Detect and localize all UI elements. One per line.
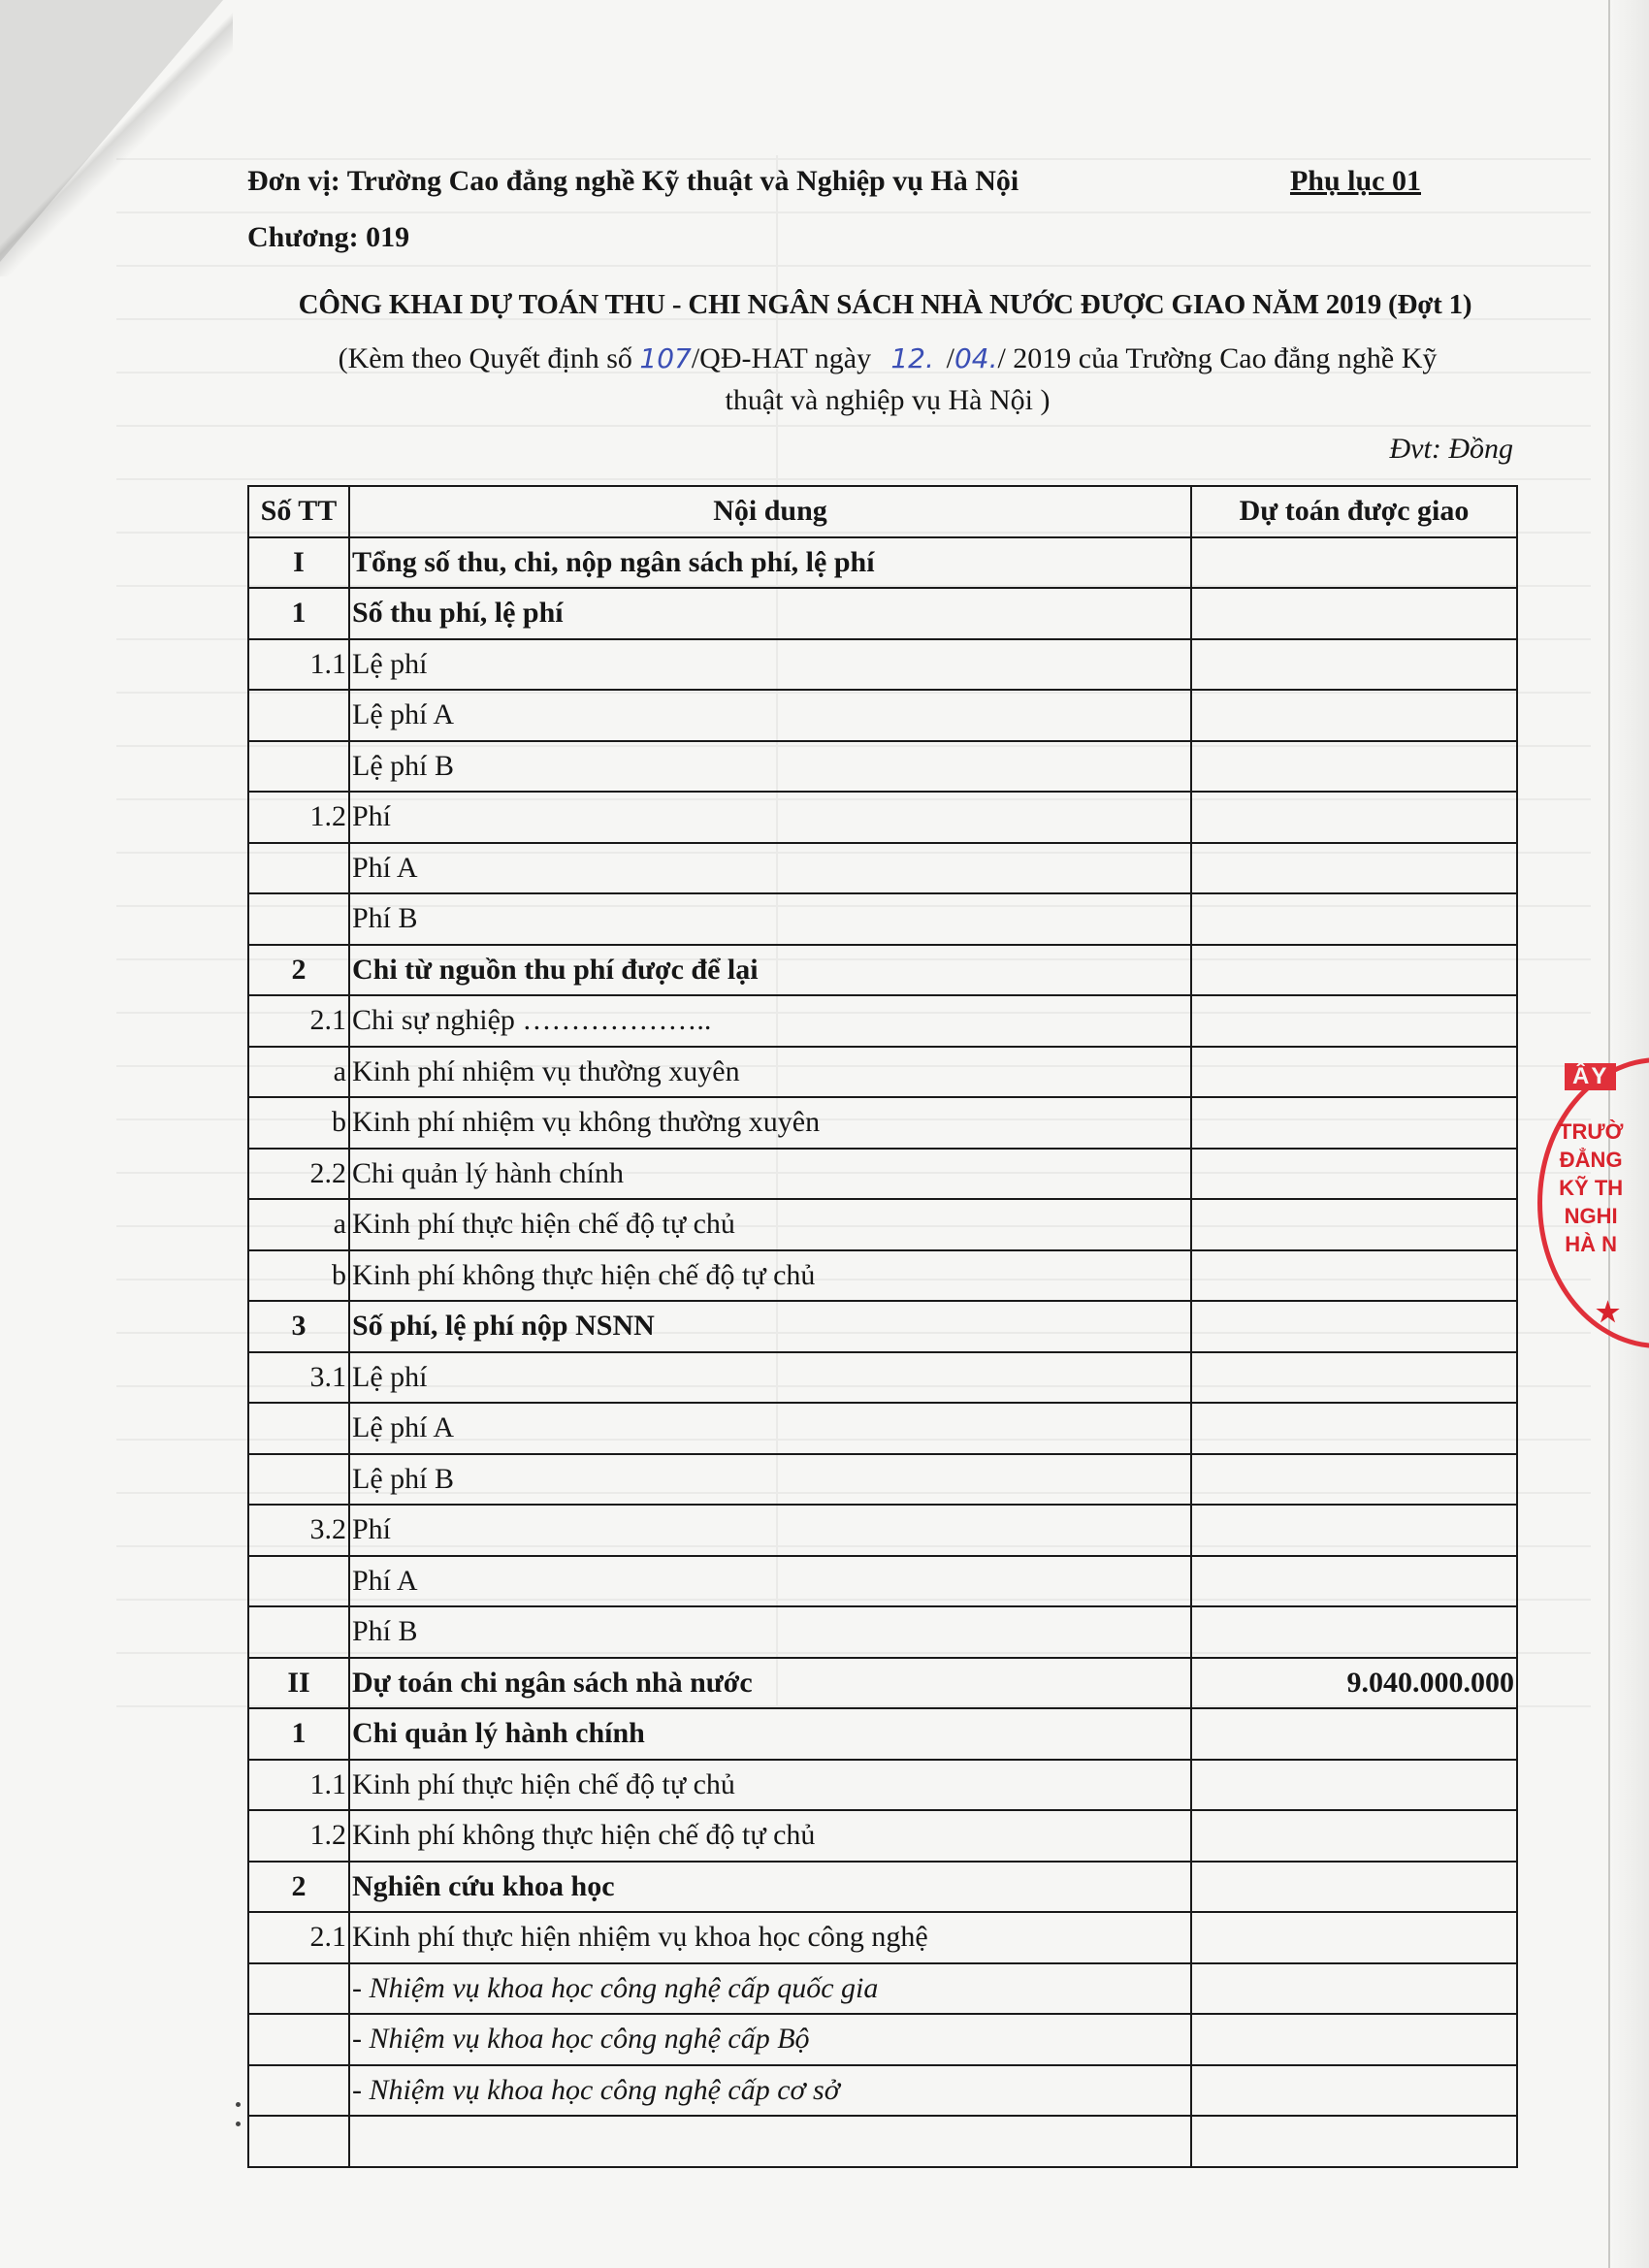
header-stt: Số TT <box>248 486 349 537</box>
table-row <box>248 1352 1517 1404</box>
row-content: Lệ phí <box>349 1352 1191 1404</box>
row-stt <box>248 1454 349 1506</box>
table-row <box>248 1454 1517 1506</box>
row-stt: 2.2 <box>248 1149 349 1200</box>
table-row <box>248 1403 1517 1454</box>
row-value <box>1191 893 1517 945</box>
row-content: Chi quản lý hành chính <box>349 1149 1191 1200</box>
row-stt: 1.1 <box>248 639 349 691</box>
row-stt <box>248 2014 349 2065</box>
row-stt: a <box>248 1047 349 1098</box>
row-value <box>1191 1250 1517 1302</box>
row-stt <box>248 1963 349 2015</box>
appendix-label: Phụ lục 01 <box>1289 165 1421 197</box>
row-stt: 2.1 <box>248 995 349 1047</box>
stamp-line: NGHI <box>1564 1204 1618 1228</box>
table-row <box>248 792 1517 843</box>
row-stt <box>248 1403 349 1454</box>
row-content: Lệ phí <box>349 639 1191 691</box>
subtitle-part3: / 2019 của Trường Cao đẳng nghề Kỹ <box>997 342 1438 374</box>
handwritten-month: 04. <box>954 342 998 374</box>
row-value <box>1191 1963 1517 2015</box>
row-stt <box>248 741 349 793</box>
row-content: Kinh phí không thực hiện chế độ tự chủ <box>349 1810 1191 1862</box>
row-stt <box>248 1556 349 1607</box>
row-value <box>1191 1912 1517 1963</box>
row-stt: 2 <box>248 1862 349 1913</box>
row-value <box>1191 1352 1517 1404</box>
row-value <box>1191 1556 1517 1607</box>
row-value <box>1191 1047 1517 1098</box>
table-row <box>248 1606 1517 1658</box>
row-stt: 1.1 <box>248 1760 349 1811</box>
row-content: Kinh phí thực hiện chế độ tự chủ <box>349 1199 1191 1250</box>
row-content: Kinh phí nhiệm vụ thường xuyên <box>349 1047 1191 1098</box>
row-value <box>1191 1454 1517 1506</box>
row-content: Lệ phí A <box>349 690 1191 741</box>
table-row <box>248 639 1517 691</box>
punch-mark <box>236 2102 241 2107</box>
table-row-continued <box>248 2116 1517 2167</box>
row-content: Lệ phí B <box>349 1454 1191 1506</box>
stamp-text <box>1559 1118 1623 1258</box>
unit-name: Đơn vị: Trường Cao đẳng nghề Kỹ thuật và Nghiệp vụ Hà Nội <box>247 165 1019 197</box>
row-content: Lệ phí B <box>349 741 1191 793</box>
row-value <box>1191 792 1517 843</box>
stamp-line: ĐẲNG <box>1559 1148 1623 1172</box>
row-content: Phí B <box>349 1606 1191 1658</box>
table-row <box>248 1963 1517 2015</box>
row-stt: 2 <box>248 945 349 996</box>
row-content: Phí A <box>349 843 1191 894</box>
row-stt <box>248 1606 349 1658</box>
row-stt <box>248 893 349 945</box>
table-row <box>248 1097 1517 1149</box>
row-content: Kinh phí nhiệm vụ không thường xuyên <box>349 1097 1191 1149</box>
red-seal-stamp <box>1537 1057 1644 1339</box>
row-value <box>1191 1199 1517 1250</box>
row-content: Phí <box>349 792 1191 843</box>
punch-mark <box>236 2122 241 2126</box>
stamp-line: TRƯỜ <box>1559 1119 1624 1144</box>
table-row <box>248 588 1517 639</box>
row-stt <box>248 2116 349 2167</box>
row-content: Kinh phí không thực hiện chế độ tự chủ <box>349 1250 1191 1302</box>
row-stt: 2.1 <box>248 1912 349 1963</box>
handwritten-decision-number: 107 <box>639 342 692 374</box>
row-value <box>1191 639 1517 691</box>
row-value <box>1191 945 1517 996</box>
row-value <box>1191 1810 1517 1862</box>
header-estimate: Dự toán được giao <box>1191 486 1517 537</box>
table-row <box>248 1760 1517 1811</box>
row-stt: 3 <box>248 1301 349 1352</box>
row-value <box>1191 995 1517 1047</box>
table-row <box>248 1199 1517 1250</box>
row-content: Chi sự nghiệp ……………….. <box>349 995 1191 1047</box>
table-row <box>248 1301 1517 1352</box>
table-row <box>248 2065 1517 2117</box>
row-content: Chi từ nguồn thu phí được để lại <box>349 945 1191 996</box>
row-content: Phí <box>349 1505 1191 1556</box>
row-stt: 1.2 <box>248 792 349 843</box>
table-row <box>248 1708 1517 1760</box>
table-row <box>248 843 1517 894</box>
row-value <box>1191 2014 1517 2065</box>
row-value <box>1191 1097 1517 1149</box>
row-value <box>1191 1149 1517 1200</box>
row-stt: b <box>248 1097 349 1149</box>
row-value <box>1191 741 1517 793</box>
row-stt: 1.2 <box>248 1810 349 1862</box>
table-row <box>248 1250 1517 1302</box>
stamp-top-text: ÂY <box>1565 1063 1616 1090</box>
row-value <box>1191 537 1517 589</box>
row-stt: I <box>248 537 349 589</box>
row-value <box>1191 2116 1517 2167</box>
table-row <box>248 1810 1517 1862</box>
row-stt: 3.1 <box>248 1352 349 1404</box>
table-row <box>248 690 1517 741</box>
table-row <box>248 537 1517 589</box>
row-value <box>1191 843 1517 894</box>
row-stt: II <box>248 1658 349 1709</box>
row-value <box>1191 1862 1517 1913</box>
row-value: 9.040.000.000 <box>1191 1658 1517 1709</box>
row-content: Kinh phí thực hiện nhiệm vụ khoa học công nghệ <box>349 1912 1191 1963</box>
table-row <box>248 1658 1517 1709</box>
stamp-visible-part <box>1537 1057 1649 1348</box>
chapter-label: Chương: 019 <box>247 221 410 253</box>
table-row <box>248 1505 1517 1556</box>
document-subtitle <box>257 338 1518 421</box>
document-title: CÔNG KHAI DỰ TOÁN THU - CHI NGÂN SÁCH NHÀ NƯỚC ĐƯỢC GIAO NĂM 2019 (Đợt 1) <box>298 289 1472 320</box>
row-content: - Nhiệm vụ khoa học công nghệ cấp Bộ <box>349 2014 1191 2065</box>
table-row <box>248 1047 1517 1098</box>
row-stt: 1 <box>248 1708 349 1760</box>
row-stt: a <box>248 1199 349 1250</box>
row-content: Số phí, lệ phí nộp NSNN <box>349 1301 1191 1352</box>
row-content: Dự toán chi ngân sách nhà nước <box>349 1658 1191 1709</box>
row-value <box>1191 1760 1517 1811</box>
row-value <box>1191 1606 1517 1658</box>
subtitle-part2: /QĐ-HAT ngày <box>691 342 872 374</box>
table-row <box>248 1912 1517 1963</box>
row-content: Số thu phí, lệ phí <box>349 588 1191 639</box>
row-value <box>1191 2065 1517 2117</box>
row-content: - Nhiệm vụ khoa học công nghệ cấp quốc gia <box>349 1963 1191 2015</box>
currency-unit-label: Đvt: Đồng <box>1389 433 1513 465</box>
row-value <box>1191 1403 1517 1454</box>
header-content: Nội dung <box>349 486 1191 537</box>
row-content: Phí A <box>349 1556 1191 1607</box>
table-row <box>248 1862 1517 1913</box>
row-value <box>1191 588 1517 639</box>
row-value <box>1191 1505 1517 1556</box>
stamp-line: HÀ N <box>1565 1232 1618 1256</box>
row-content: - Nhiệm vụ khoa học công nghệ cấp cơ sở <box>349 2065 1191 2117</box>
table-row <box>248 893 1517 945</box>
row-value <box>1191 690 1517 741</box>
row-stt <box>248 2065 349 2117</box>
row-stt <box>248 843 349 894</box>
row-content <box>349 2116 1191 2167</box>
row-stt: b <box>248 1250 349 1302</box>
stamp-star-icon: ★ <box>1596 1297 1621 1327</box>
row-content: Tổng số thu, chi, nộp ngân sách phí, lệ phí <box>349 537 1191 589</box>
row-value <box>1191 1708 1517 1760</box>
table-row <box>248 1149 1517 1200</box>
row-stt: 3.2 <box>248 1505 349 1556</box>
handwritten-day: 12. <box>890 342 934 374</box>
table-row <box>248 945 1517 996</box>
table-header-row <box>248 486 1517 537</box>
table-row <box>248 2014 1517 2065</box>
row-content: Chi quản lý hành chính <box>349 1708 1191 1760</box>
subtitle-part1: (Kèm theo Quyết định số <box>338 342 632 374</box>
table-row <box>248 1556 1517 1607</box>
row-stt <box>248 690 349 741</box>
row-value <box>1191 1301 1517 1352</box>
row-content: Nghiên cứu khoa học <box>349 1862 1191 1913</box>
budget-table <box>247 485 1518 2168</box>
row-content: Lệ phí A <box>349 1403 1191 1454</box>
row-content: Phí B <box>349 893 1191 945</box>
date-separator: / <box>946 342 954 374</box>
subtitle-line2: thuật và nghiệp vụ Hà Nội ) <box>725 384 1051 416</box>
row-stt: 1 <box>248 588 349 639</box>
table-row <box>248 995 1517 1047</box>
table-row <box>248 741 1517 793</box>
row-content: Kinh phí thực hiện chế độ tự chủ <box>349 1760 1191 1811</box>
folded-corner-shadow <box>0 0 233 276</box>
stamp-line: KỸ TH <box>1559 1176 1624 1200</box>
